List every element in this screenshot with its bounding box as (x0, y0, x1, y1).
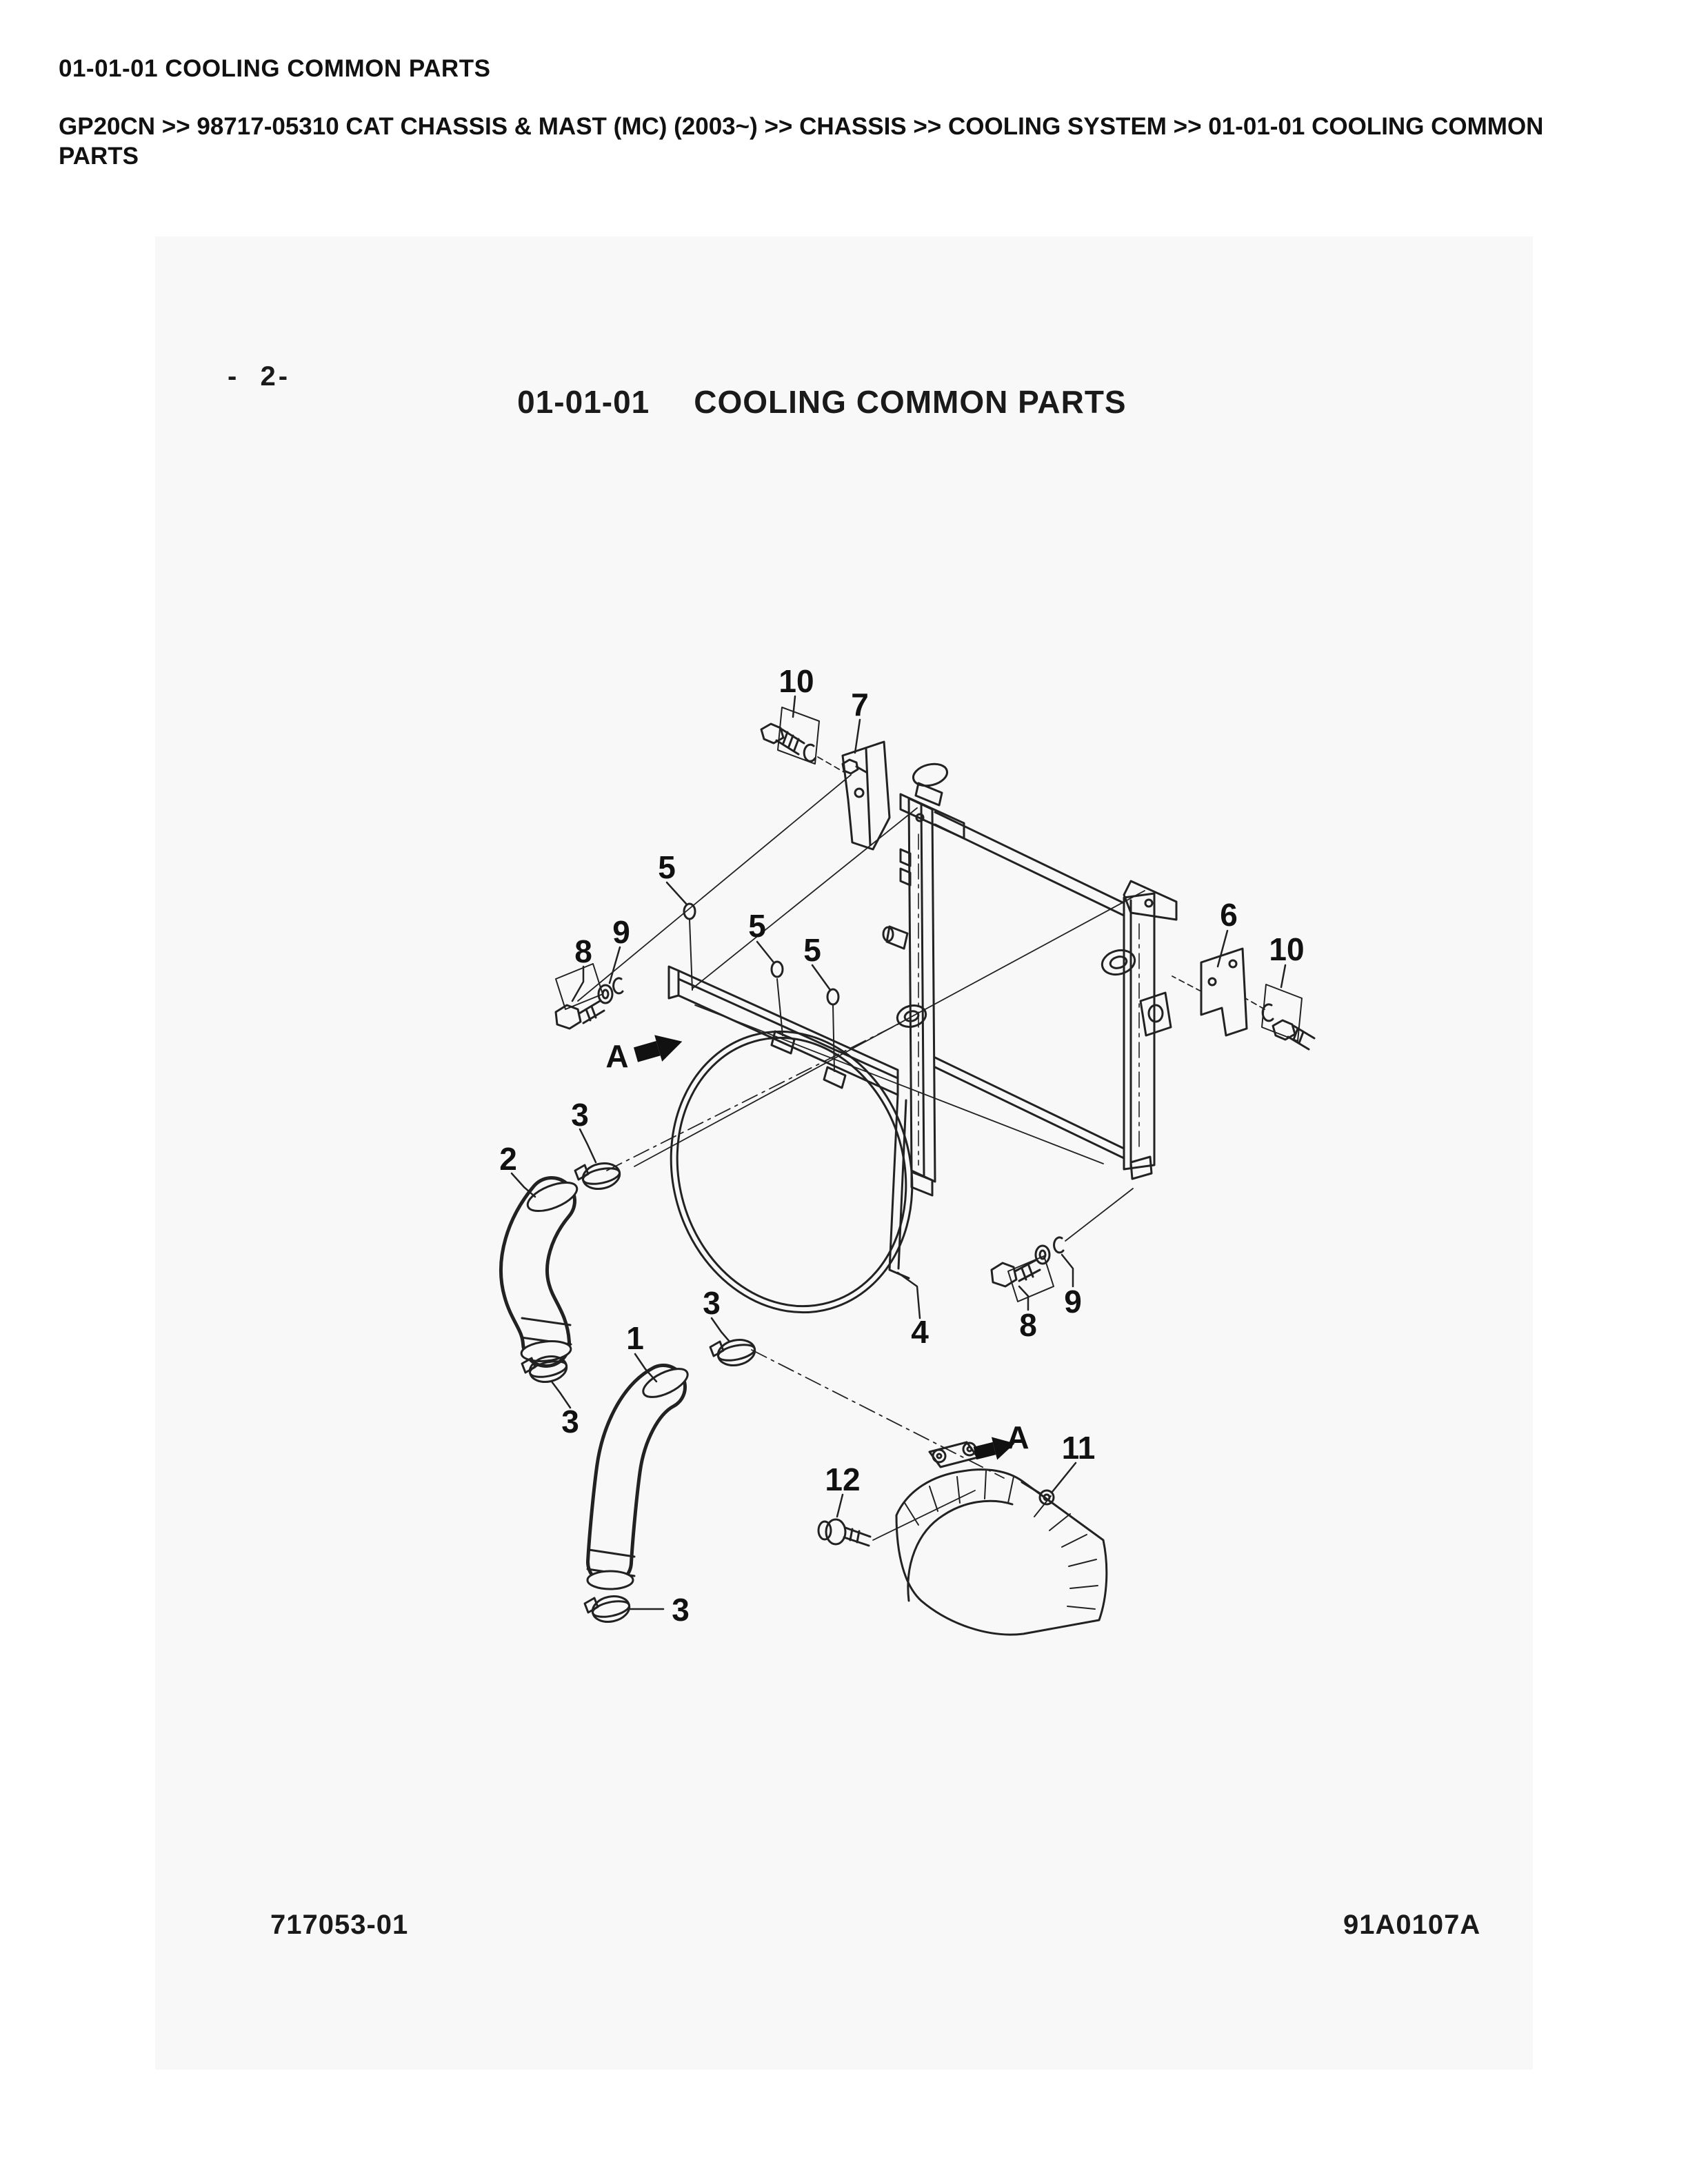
callout-3: 3 (571, 1097, 589, 1133)
callout-11: 11 (1061, 1430, 1096, 1466)
page-title: 01-01-01 COOLING COMMON PARTS (59, 55, 491, 82)
callout-8: 8 (1019, 1307, 1037, 1343)
callout-4: 4 (911, 1314, 929, 1350)
callout-8: 8 (574, 933, 592, 969)
callout-9: 9 (612, 914, 630, 950)
callout-A: A (1006, 1419, 1029, 1455)
drawing-section-title: COOLING COMMON PARTS (694, 384, 1127, 420)
callout-10: 10 (1269, 931, 1305, 967)
callout-5: 5 (658, 849, 676, 885)
callout-3: 3 (561, 1404, 579, 1439)
callout-5: 5 (803, 932, 821, 968)
figure-code: 91A0107A (1343, 1910, 1481, 1940)
callout-9: 9 (1064, 1284, 1082, 1320)
drawing-title (479, 346, 1127, 458)
callout-10: 10 (778, 663, 814, 699)
callout-3: 3 (703, 1285, 721, 1321)
breadcrumb[interactable]: GP20CN >> 98717-05310 CAT CHASSIS & MAST (MC) (2003~) >> CHASSIS >> COOLING SYSTEM >> 01-01-01 COOLING COMMON PARTS (59, 113, 1544, 170)
drawing-section-code: 01-01-01 (517, 384, 650, 420)
callout-A: A (605, 1038, 629, 1074)
page-marker: - 2- (228, 361, 291, 392)
callout-12: 12 (825, 1462, 861, 1497)
callout-2: 2 (499, 1141, 517, 1177)
callout-7: 7 (851, 687, 869, 722)
callout-3: 3 (672, 1592, 690, 1628)
callout-5: 5 (748, 908, 766, 944)
callout-6: 6 (1220, 897, 1238, 933)
callout-1: 1 (626, 1320, 644, 1356)
doc-number: 717053-01 (270, 1910, 409, 1940)
